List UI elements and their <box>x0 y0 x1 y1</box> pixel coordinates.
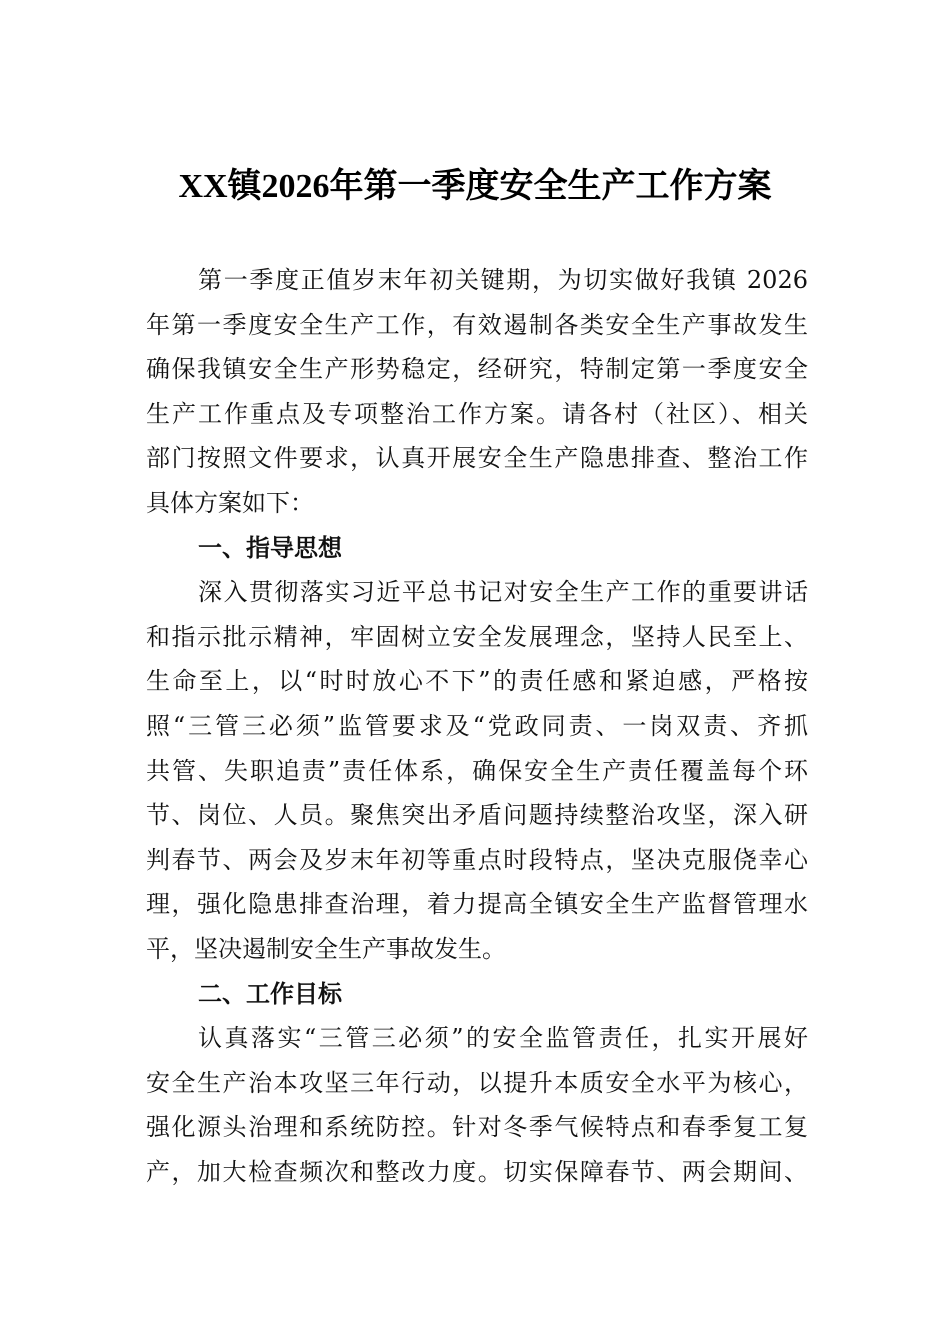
section1-paragraph-line: 和指示批示精神，牢固树立安全发展理念，坚持人民至上、 <box>146 622 808 651</box>
document-title: XX镇2026年第一季度安全生产工作方案 <box>178 168 772 205</box>
intro-paragraph-line: 确保我镇安全生产形势稳定，经研究，特制定第一季度安全 <box>146 355 808 384</box>
section2-paragraph-line: 产，加大检查频次和整改力度。切实保障春节、两会期间、 <box>146 1157 808 1186</box>
intro-paragraph-line: 具体方案如下： <box>146 488 314 517</box>
document-body <box>146 258 808 1194</box>
section1-paragraph-line: 节、岗位、人员。聚焦突出矛盾问题持续整治攻坚，深入研 <box>146 801 808 830</box>
intro-paragraph-line: 第一季度正值岁末年初关键期，为切实做好我镇 2026 <box>198 266 808 294</box>
section1-paragraph-line: 生命至上，以“时时放心不下”的责任感和紧迫感，严格按 <box>146 667 808 696</box>
intro-paragraph-line: 生产工作重点及专项整治工作方案。请各村（社区）、相关 <box>146 399 808 428</box>
section-heading-guiding-ideology: 一、指导思想 <box>198 533 342 562</box>
section1-paragraph-line: 共管、失职追责”责任体系，确保安全生产责任覆盖每个环 <box>146 756 808 785</box>
section-heading-work-goals: 二、工作目标 <box>198 979 342 1008</box>
section2-paragraph-line: 安全生产治本攻坚三年行动，以提升本质安全水平为核心， <box>146 1068 808 1097</box>
section2-paragraph-line: 认真落实“三管三必须”的安全监管责任，扎实开展好 <box>198 1024 808 1053</box>
intro-paragraph-line: 部门按照文件要求，认真开展安全生产隐患排查、整治工作 <box>146 444 808 473</box>
section1-paragraph-line: 理，强化隐患排查治理，着力提高全镇安全生产监督管理水 <box>146 890 808 919</box>
intro-paragraph-line: 年第一季度安全生产工作，有效遏制各类安全生产事故发生 <box>146 310 808 339</box>
section2-paragraph-line: 强化源头治理和系统防控。针对冬季气候特点和春季复工复 <box>146 1113 808 1142</box>
section1-paragraph-line: 照“三管三必须”监管要求及“党政同责、一岗双责、齐抓 <box>146 711 808 740</box>
section1-paragraph-line: 平，坚决遏制安全生产事故发生。 <box>146 934 506 963</box>
section1-paragraph-line: 深入贯彻落实习近平总书记对安全生产工作的重要讲话 <box>198 578 808 607</box>
section1-paragraph-line: 判春节、两会及岁末年初等重点时段特点，坚决克服侥幸心 <box>146 845 808 874</box>
